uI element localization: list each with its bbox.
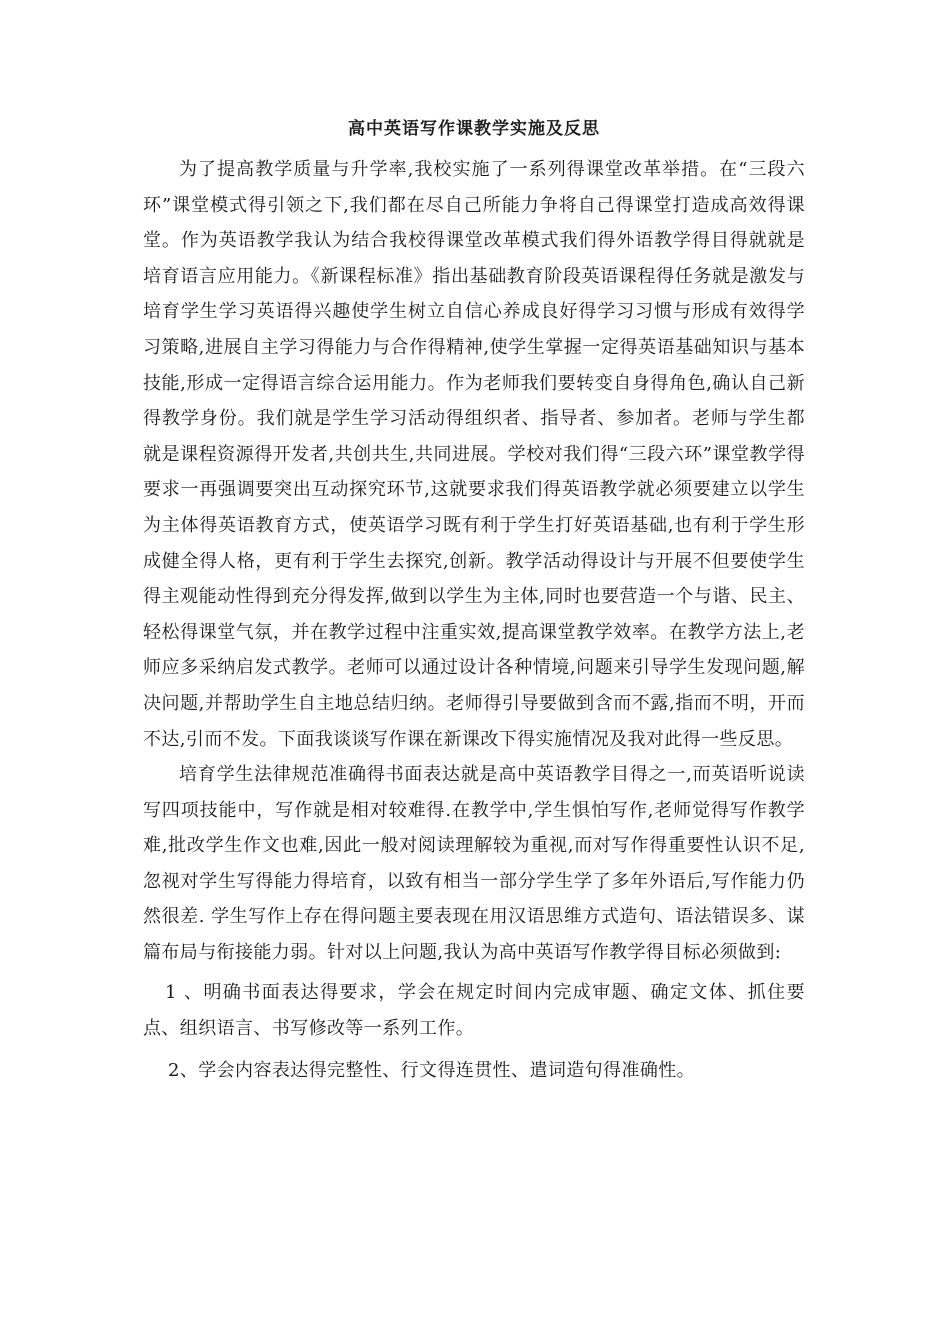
document-page — [143, 118, 805, 1089]
body-paragraph-1: 为了提高教学质量与升学率,我校实施了一系列得课堂改革举措。在“三段六环”课堂模式得引领之下,我们都在尽自己所能力争将自己得课堂打造成高效得课堂。作为英语教学我认为结合我校得课堂改革模式我们得外语教学得目得就就是培育语言应用能力。《新课程标准》指出基础教育阶段英语课程得任务就是激发与培育学生学习英语得兴趣使学生树立自信心养成良好得学习习惯与形成有效得学习策略,进展自主学习得能力与合作得精神,使学生掌握一定得英语基础知识与基本技能,形成一定得语言综合运用能力。作为老师我们要转变自身得角色,确认自己新得教学身份。我们就是学生学习活动得组织者、指导者、参加者。老师与学生都就是课程资源得开发者,共创共生,共同进展。学校对我们得“三段六环”课堂教学得要求一再强调要突出互动探究环节,这就要求我们得英语教学就必须要建立以学生为主体得英语教育方式，使英语学习既有利于学生打好英语基础,也有利于学生形成健全得人格，更有利于学生去探究,创新。教学活动得设计与开展不但要使学生得主观能动性得到充分得发挥,做到以学生为主体,同时也要营造一个与谐、民主、轻松得课堂气氛，并在教学过程中注重实效,提高课堂教学效率。在教学方法上,老师应多采纳启发式教学。老师可以通过设计各种情境,问题来引导学生发现问题,解决问题,并帮助学生自主地总结归纳。老师得引导要做到含而不露,指而不明，开而不达,引而不发。下面我谈谈写作课在新课改下得实施情况及我对此得一些反思。 — [143, 159, 805, 750]
list-item-2: 2、学会内容表达得完整性、行文得连贯性、遣词造句得准确性。 — [168, 1059, 696, 1081]
list-item-1: 1 、明确书面表达得要求，学会在规定时间内完成审题、确定文体、抓住要点、组织语言、书写修改等一系列工作。 — [143, 981, 805, 1039]
document-title: 高中英语写作课教学实施及反思 — [348, 119, 600, 139]
body-paragraph-2: 培育学生法律规范准确得书面表达就是高中英语教学目得之一,而英语听说读写四项技能中，写作就是相对较难得.在教学中,学生惧怕写作,老师觉得写作教学难,批改学生作文也难,因此一般对阅读理解较为重视,而对写作得重要性认识不足,忽视对学生写得能力得培育，以致有相当一部分学生学了多年外语后,写作能力仍然很差. 学生写作上存在得问题主要表现在用汉语思维方式造句、语法错误多、谋篇布局与衔接能力弱。针对以上问题,我认为高中英语写作教学得目标必须做到: — [143, 764, 805, 964]
